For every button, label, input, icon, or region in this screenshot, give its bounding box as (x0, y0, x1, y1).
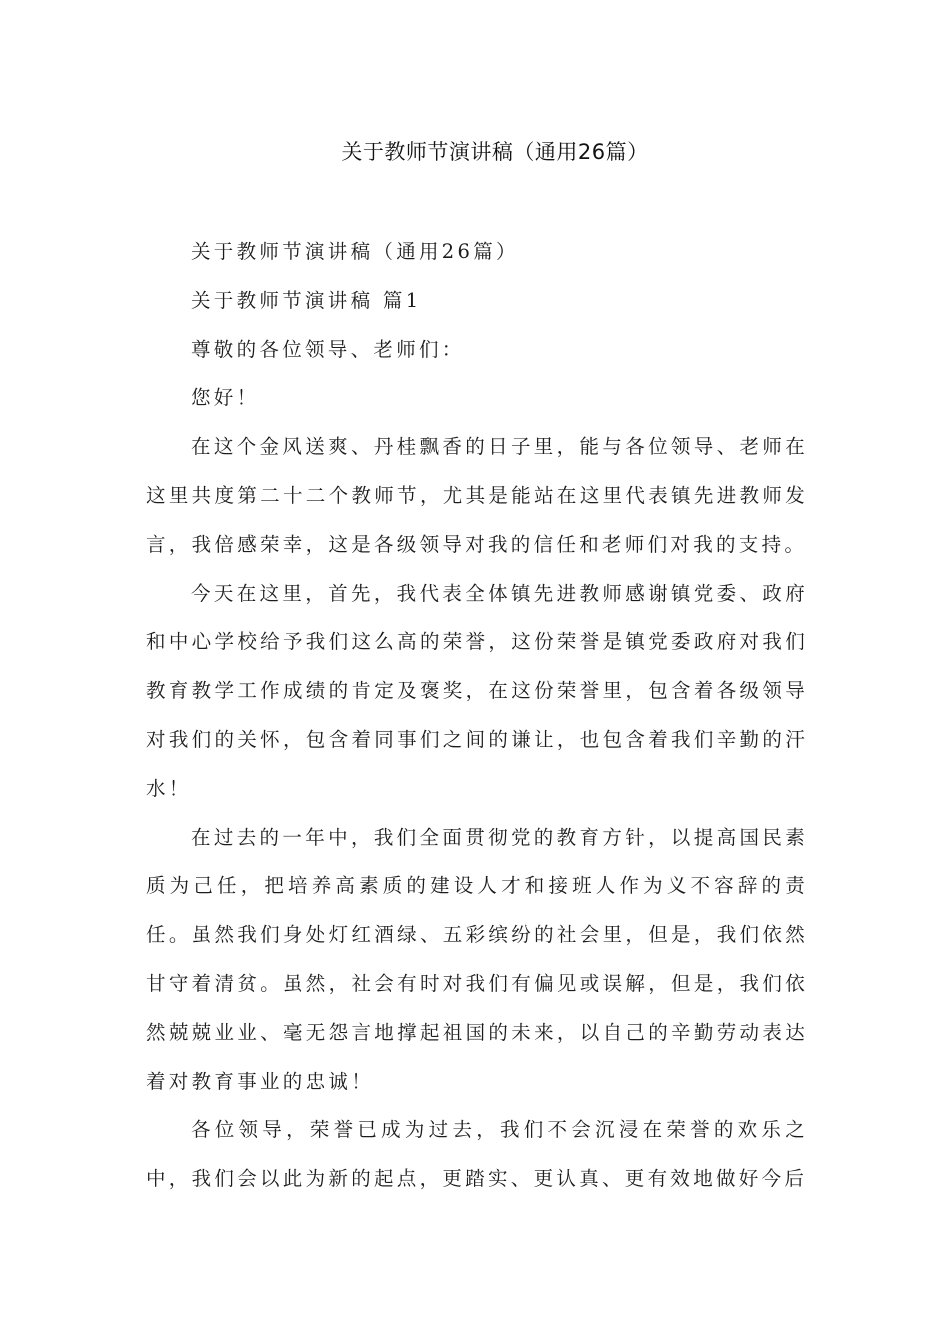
paragraph-body: 在这个金风送爽、丹桂飘香的日子里，能与各位领导、老师在这里共度第二十二个教师节，尤其是能站在这里代表镇先进教师发言，我倍感荣幸，这是各级领导对我的信任和老师们对我的支持。 (146, 435, 808, 556)
paragraph-subtitle: 关于教师节演讲稿（通用26篇） (191, 240, 519, 263)
paragraph-section-heading: 关于教师节演讲稿 篇1 (191, 288, 422, 312)
paragraph-salutation: 尊敬的各位领导、老师们： (191, 337, 465, 361)
document-body (146, 228, 808, 1204)
paragraph-body: 今天在这里，首先，我代表全体镇先进教师感谢镇党委、政府和中心学校给予我们这么高的荣誉，这份荣誉是镇党委政府对我们教育教学工作成绩的肯定及褒奖，在这份荣誉里，包含着各级领导对我们的关怀，包含着同事们之间的谦让，也包含着我们辛勤的汗水！ (146, 581, 808, 800)
paragraph-body: 在过去的一年中，我们全面贯彻党的教育方针，以提高国民素质为己任，把培养高素质的建设人才和接班人作为义不容辞的责任。虽然我们身处灯红酒绿、五彩缤纷的社会里，但是，我们依然甘守着清贫。虽然，社会有时对我们有偏见或误解，但是，我们依然兢兢业业、毫无怨言地撑起祖国的未来，以自己的辛勤劳动表达着对教育事业的忠诚！ (146, 825, 808, 1093)
paragraph-greeting: 您好！ (191, 386, 260, 410)
paragraph-body: 各位领导，荣誉已成为过去，我们不会沉浸在荣誉的欢乐之中，我们会以此为新的起点，更踏实、更认真、更有效地做好今后 (146, 1118, 808, 1191)
document-title: 关于教师节演讲稿（通用26篇） (341, 140, 649, 164)
